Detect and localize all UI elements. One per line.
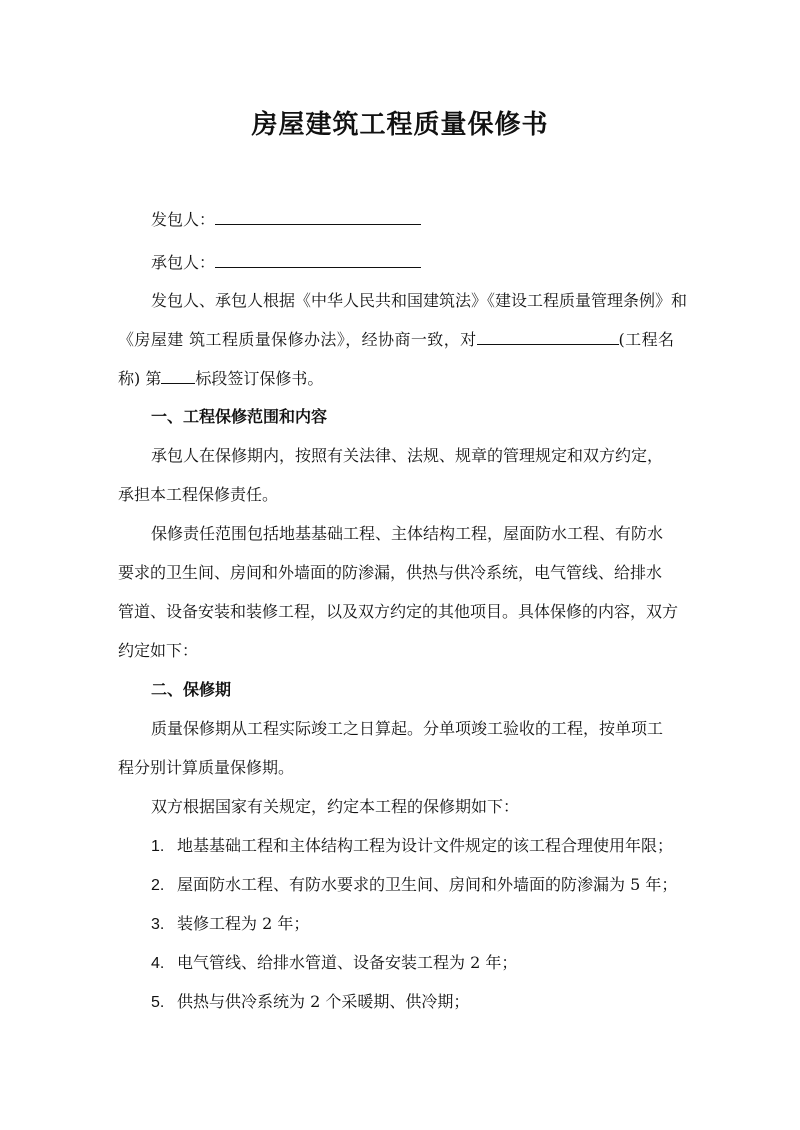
item-number: 4. xyxy=(151,955,165,972)
intro-line-2 xyxy=(118,328,674,351)
document-title: 房屋建筑工程质量保修书 xyxy=(251,110,549,140)
item-text: 电气管线、给排水管道、设备安装工程为 2 年； xyxy=(177,953,518,972)
item-text: 供热与供冷系统为 2 个采暖期、供冷期； xyxy=(177,992,470,1011)
party-b-label: 承包人： xyxy=(151,253,216,272)
s2-p2: 双方根据国家有关规定，约定本工程的保修期如下： xyxy=(151,797,520,816)
warranty-item xyxy=(151,952,721,975)
warranty-item xyxy=(151,835,721,858)
item-text: 屋面防水工程、有防水要求的卫生间、房间和外墙面的防渗漏为 5 年； xyxy=(177,875,678,894)
s1-p2-line2: 要求的卫生间、房间和外墙面的防渗漏，供热与供冷系统，电气管线、给排水 xyxy=(118,563,663,582)
intro-text-c: 称) 第 xyxy=(118,369,162,388)
item-text: 装修工程为 2 年； xyxy=(177,914,310,933)
warranty-item xyxy=(151,874,721,897)
s2-p1-line1: 质量保修期从工程实际竣工之日算起。分单项竣工验收的工程，按单项工 xyxy=(151,719,664,738)
s1-p2-line4: 约定如下： xyxy=(118,641,199,660)
section-2-heading: 二、保修期 xyxy=(151,680,232,699)
party-a-blank xyxy=(215,208,421,225)
intro-text-d: 标段签订保修书。 xyxy=(195,369,324,388)
item-number: 2. xyxy=(151,877,165,894)
intro-line-1: 发包人、承包人根据《中华人民共和国建筑法》《建设工程质量管理条例》和 xyxy=(151,291,688,310)
item-number: 3. xyxy=(151,916,165,933)
warranty-item xyxy=(151,991,721,1014)
section-1-heading: 一、工程保修范围和内容 xyxy=(151,407,328,426)
item-number: 1. xyxy=(151,838,165,855)
party-b-line xyxy=(151,251,721,274)
s1-p1-line2: 承担本工程保修责任。 xyxy=(118,485,279,504)
s1-p1-line1: 承包人在保修期内，按照有关法律、法规、规章的管理规定和双方约定， xyxy=(151,446,664,465)
project-name-blank xyxy=(477,328,619,345)
item-number: 5. xyxy=(151,994,165,1011)
intro-text-a: 《房屋建 筑工程质量保修办法》，经协商一致，对 xyxy=(118,330,477,349)
section-number-blank xyxy=(161,367,195,384)
party-b-blank xyxy=(215,251,421,268)
intro-text-b: (工程名 xyxy=(618,330,674,349)
warranty-item xyxy=(151,913,721,936)
party-a-line xyxy=(151,208,721,231)
intro-line-3 xyxy=(118,367,688,390)
s1-p2-line1: 保修责任范围包括地基基础工程、主体结构工程，屋面防水工程、有防水 xyxy=(151,524,664,543)
item-text: 地基基础工程和主体结构工程为设计文件规定的该工程合理使用年限； xyxy=(177,836,674,855)
s2-p1-line2: 程分别计算质量保修期。 xyxy=(118,758,295,777)
s1-p2-line3: 管道、设备安装和装修工程，以及双方约定的其他项目。具体保修的内容，双方 xyxy=(118,602,679,621)
party-a-label: 发包人： xyxy=(151,210,216,229)
